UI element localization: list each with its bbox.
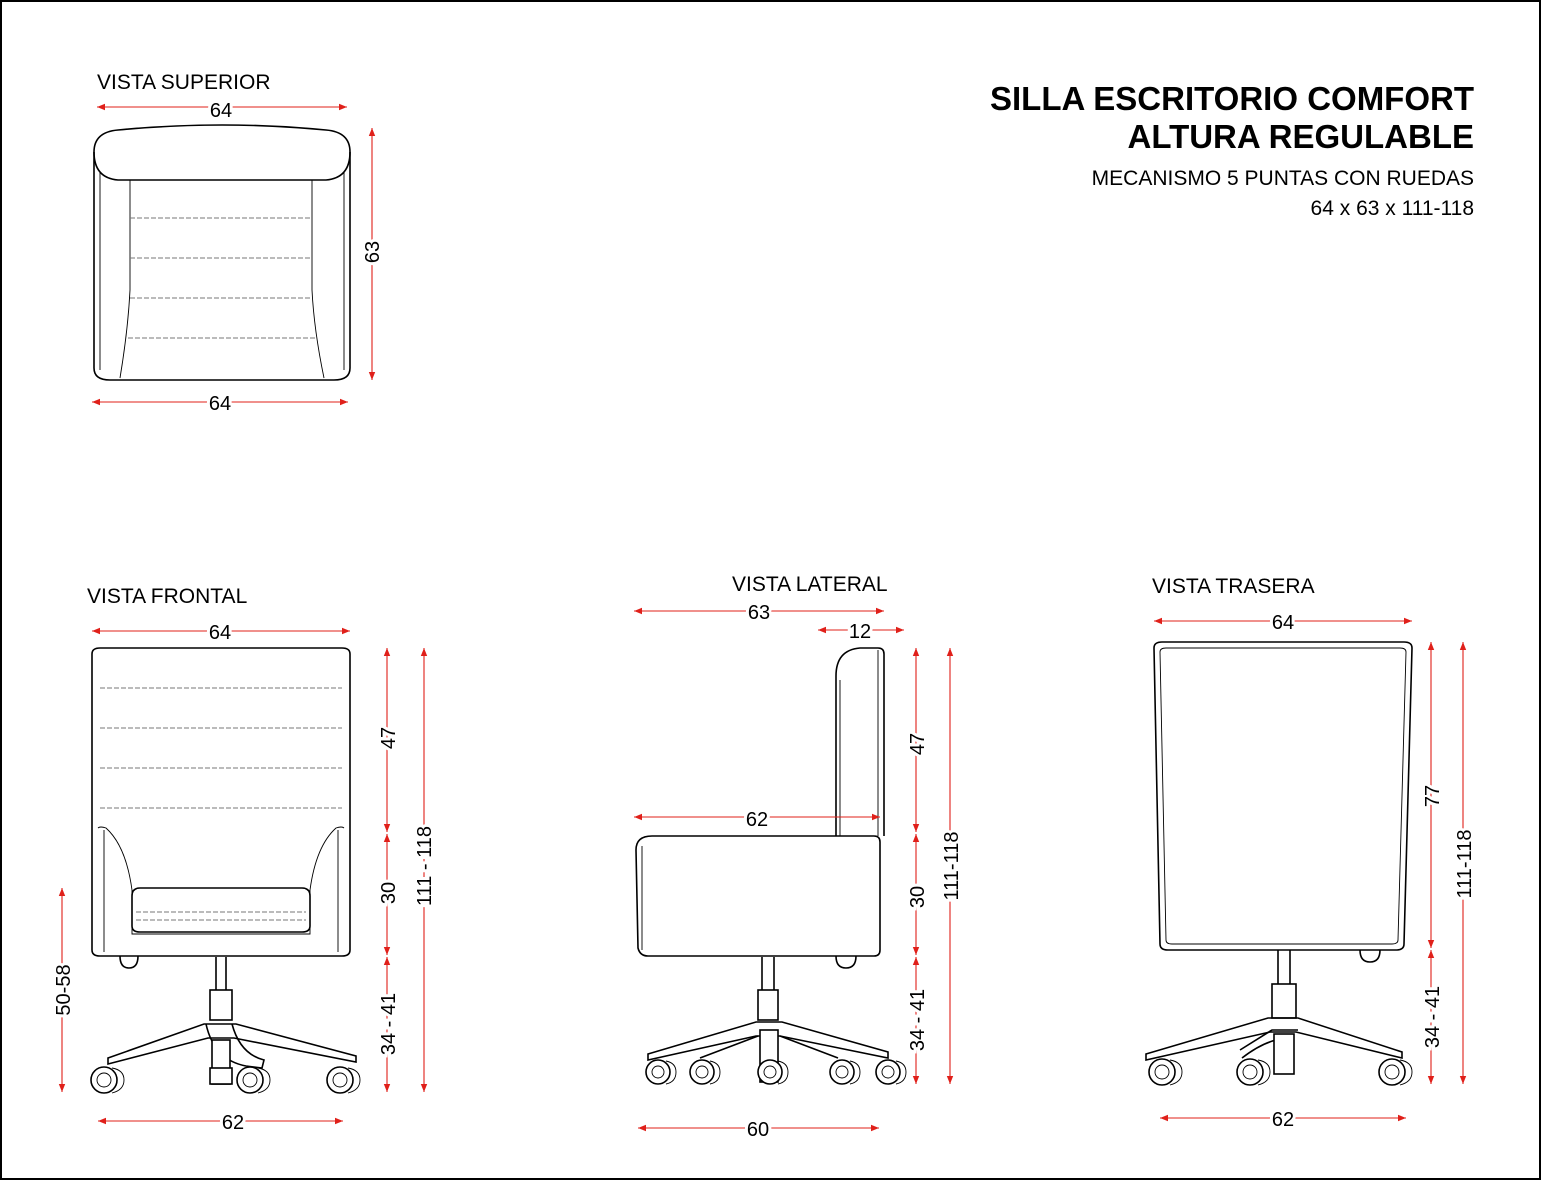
side-caster-5	[876, 1060, 906, 1084]
side-backrest-dim: 47	[907, 732, 929, 756]
front-seat-dim: 30	[378, 881, 400, 905]
front-base-width-dim: 62	[221, 1112, 245, 1134]
top-view-label: VISTA SUPERIOR	[97, 71, 271, 94]
back-base-width-dim: 62	[1271, 1109, 1295, 1131]
back-total-height-dim: 111-118	[1454, 829, 1476, 899]
front-view	[53, 585, 436, 1134]
title-line-2: ALTURA REGULABLE	[1127, 118, 1474, 155]
side-view-drawing	[636, 648, 906, 1084]
back-caster-right	[1379, 1059, 1412, 1085]
side-total-height-dim: 111-118	[941, 831, 963, 901]
side-backrest-thickness-dim: 12	[848, 621, 872, 643]
back-caster-left	[1149, 1059, 1182, 1085]
front-total-height-dim: 111 - 118	[414, 825, 436, 907]
top-width-bottom-dim: 64	[208, 393, 232, 415]
front-width-dim: 64	[208, 622, 232, 644]
front-view-drawing	[91, 648, 360, 1093]
side-view	[634, 573, 963, 1141]
top-depth-dim: 63	[362, 240, 384, 264]
side-depth-dim: 63	[747, 602, 771, 624]
back-view-label: VISTA TRASERA	[1152, 575, 1315, 598]
side-base-width-dim: 60	[746, 1119, 770, 1141]
side-seat-dim: 30	[907, 885, 929, 909]
overall-dimensions: 64 x 63 x 111-118	[1310, 197, 1474, 220]
front-seat-height-dim: 34 - 41	[378, 992, 400, 1056]
front-caster-center	[237, 1067, 270, 1093]
side-caster-1	[646, 1060, 676, 1084]
side-caster-3	[758, 1060, 788, 1084]
subtitle: MECANISMO 5 PUNTAS CON RUEDAS	[1091, 167, 1474, 190]
side-caster-2	[690, 1060, 720, 1084]
back-caster-center	[1237, 1059, 1270, 1085]
top-view	[92, 71, 384, 415]
side-view-label: VISTA LATERAL	[732, 573, 888, 596]
front-caster-right	[327, 1067, 360, 1093]
back-backrest-dim: 77	[1422, 784, 1444, 808]
front-caster-left	[91, 1067, 124, 1093]
front-armrest-height-dim: 50-58	[53, 964, 75, 1016]
back-view-drawing	[1146, 642, 1412, 1085]
side-seat-height-dim: 34 - 41	[907, 988, 929, 1052]
top-view-drawing	[94, 125, 350, 380]
side-seat-depth-dim: 62	[745, 809, 769, 831]
front-backrest-dim: 47	[378, 726, 400, 750]
back-seat-height-dim: 34 - 41	[1422, 985, 1444, 1049]
top-width-top-dim: 64	[209, 100, 233, 122]
title-line-1: SILLA ESCRITORIO COMFORT	[990, 80, 1474, 117]
back-view	[1146, 575, 1476, 1131]
side-caster-4	[830, 1060, 860, 1084]
back-width-dim: 64	[1271, 612, 1295, 634]
title-block	[990, 80, 1474, 220]
front-view-label: VISTA FRONTAL	[87, 585, 248, 608]
